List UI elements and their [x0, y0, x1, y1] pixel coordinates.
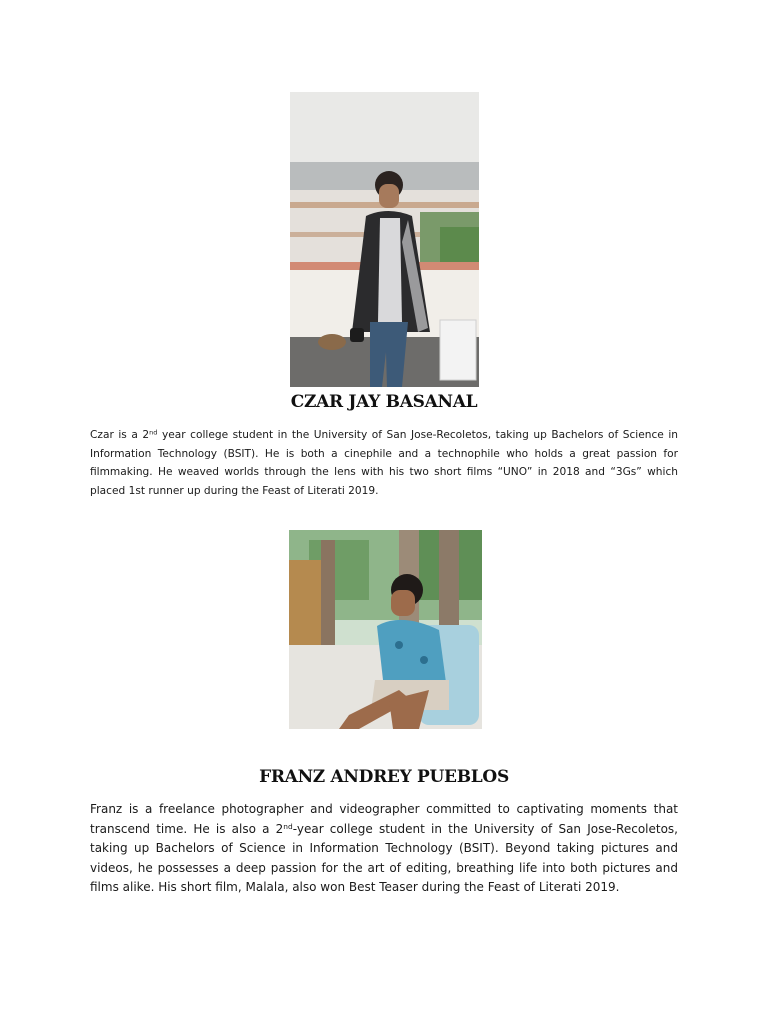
profile-bio-czar: Czar is a 2nd year college student in the University of San Jose-Recoletos, taking up Bachelors of Science in Information Technology (BSIT). He is both a cinephile and a technophile who holds a great passion for filmmaking. He weaved worlds through the lens with his two short films “UNO” in 2018 and “3Gs” which placed 1st runner up during the Feast of Literati 2019. — [90, 428, 678, 497]
profile-name-czar: CZAR JAY BASANAL — [290, 392, 478, 412]
profile-bio-franz: Franz is a freelance photographer and videographer committed to captivating moments that transcend time. He is also a 2nd-year college student in the University of San Jose-Recoletos, taking up Bachelors of Science in Information Technology (BSIT). Beyond taking pictures and videos, he possesses a deep passion for the art of editing, breathing life into both pictures and films alike. His short film, Malala, also won Best Teaser during the Feast of Literati 2019. — [90, 802, 678, 894]
profile-name-franz: FRANZ ANDREY PUEBLOS — [259, 767, 509, 787]
profile-photo-franz — [289, 530, 482, 729]
profile-photo-czar — [290, 92, 479, 387]
